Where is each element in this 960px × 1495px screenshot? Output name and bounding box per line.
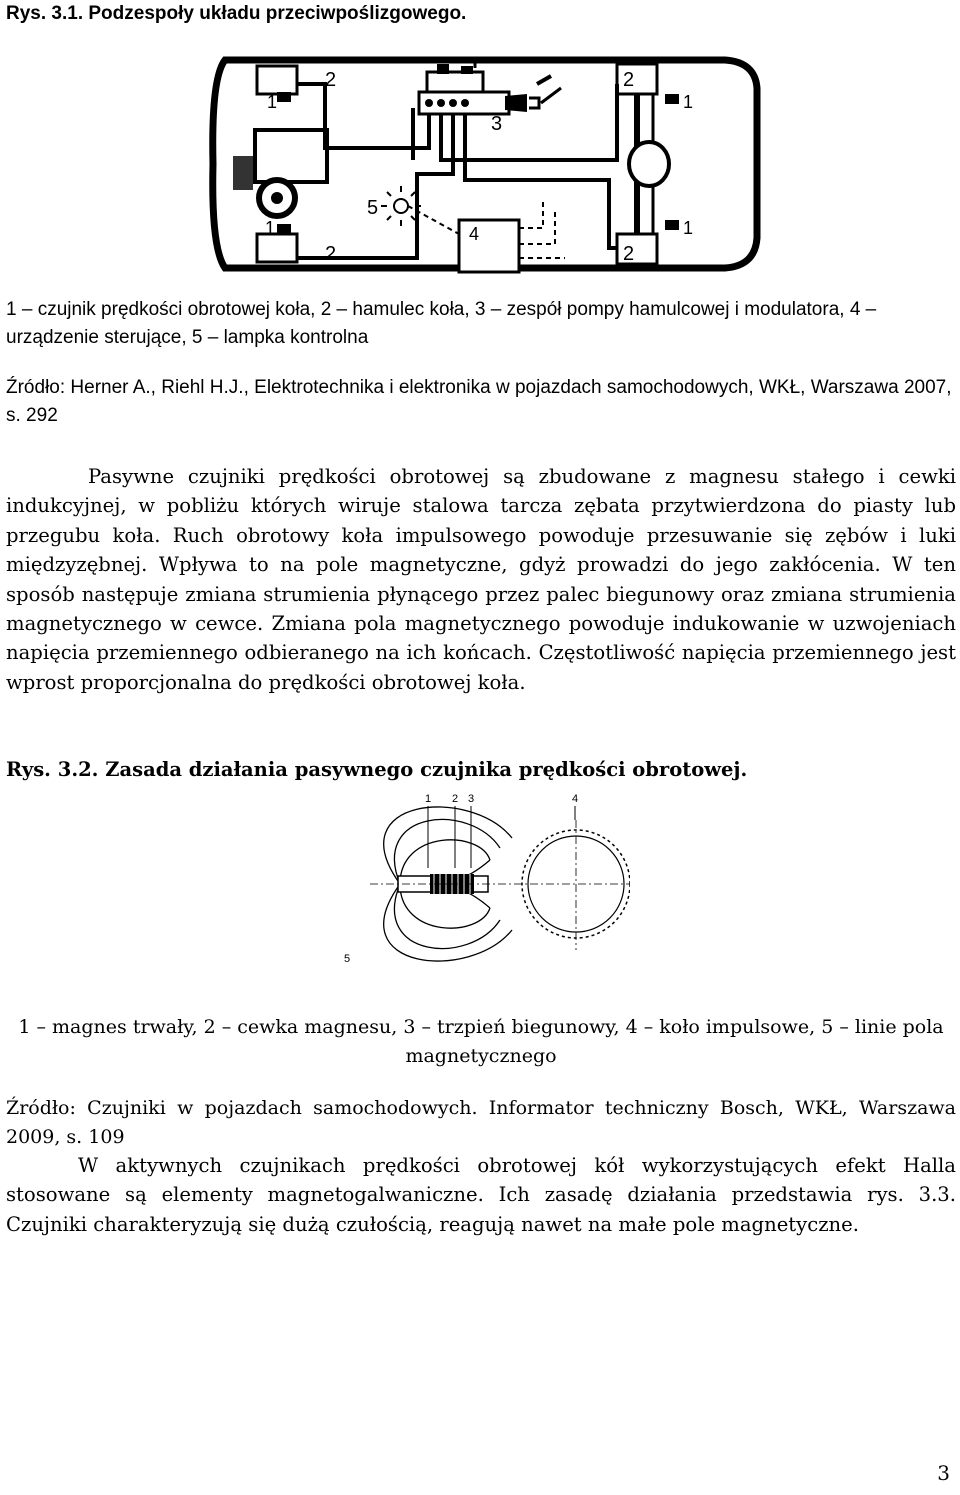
label-3: 3 [468,793,475,805]
figure-1-source: Źródło: Herner A., Riehl H.J., Elektrotechnika i elektronika w pojazdach samochodowych, WKŁ, Warszawa 2007, s. 292 [6,377,952,426]
abs-system-diagram [205,48,765,280]
page-number: 3 [937,1461,950,1485]
passive-sensor-diagram [330,790,630,970]
label-4: 4 [469,224,480,244]
label-1-front-top: 1 [267,92,278,112]
label-5: 5 [344,953,351,965]
label-5: 5 [367,197,379,219]
body-paragraph-2: W aktywnych czujnikach prędkości obrotowej kół wykorzystujących efekt Halla stosowane są elementy magnetogalwaniczne. Ich zasadę działania przedstawia rys. 3.3. Czujniki charakteryzują się dużą czułością, reagują nawet na małe pole magnetyczne. [6,1154,956,1236]
figure-2-source: Źródło: Czujniki w pojazdach samochodowych. Informator techniczny Bosch, WKŁ, Warszawa 2009, s. 109 [6,1097,956,1148]
label-1-rear-bottom: 1 [683,218,694,238]
label-2-front-top: 2 [325,69,337,91]
label-2-front-bottom: 2 [325,243,337,265]
label-2: 2 [452,793,459,805]
label-3: 3 [491,113,503,135]
figure-2-title: Rys. 3.2. Zasada działania pasywnego czujnika prędkości obrotowej. [6,758,748,781]
figure-1-title: Rys. 3.1. Podzespoły układu przeciwpoślizgowego. [6,3,467,24]
label-1-front-bottom: 1 [265,218,276,238]
label-1: 1 [425,793,432,805]
label-4: 4 [572,793,579,805]
label-2-rear-top: 2 [623,69,635,91]
label-1-rear-top: 1 [683,92,694,112]
figure-2-caption: 1 – magnes trwały, 2 – cewka magnesu, 3 – trzpień biegunowy, 4 – koło impulsowe, 5 – linie pola magnetycznego [18,1016,944,1067]
label-2-rear-bottom: 2 [623,243,635,265]
body-paragraph-1: Pasywne czujniki prędkości obrotowej są zbudowane z magnesu stałego i cewki indukcyjnej, w pobliżu których wiruje stalowa tarcza zębata przytwierdzona do piasty lub przegubu koła. Ruch obrotowy koła impulsowego powoduje przesuwanie się zębów i luki międzyzębnej. Wpływa to na pole magnetyczne, gdyż prowadzi do jego zakłócenia. W ten sposób następuje zmiana strumienia płynącego przez palec biegunowy oraz zmiana strumienia magnetycznego w cewce. Zmiana pola magnetycznego powoduje indukowanie w uzwojeniach napięcia przemiennego odbieranego na ich końcach. Częstotliwość napięcia przemiennego jest wprost proporcjonalna do prędkości obrotowej koła. [6,465,956,694]
figure-1-caption: 1 – czujnik prędkości obrotowej koła, 2 – hamulec koła, 3 – zespół pompy hamulcowej i modulatora, 4 – urządzenie sterujące, 5 – lampka kontrolna [6,299,877,348]
